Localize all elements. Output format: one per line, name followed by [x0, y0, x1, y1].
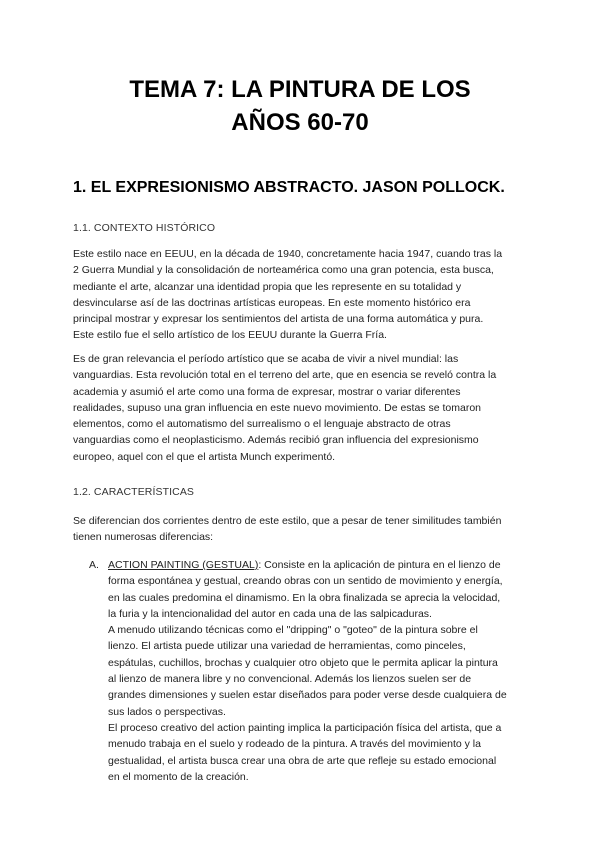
text-line: 2 Guerra Mundial y la consolidación de norteamérica como una gran potencia, esta busca,	[73, 264, 494, 277]
text-line: europeo, aquel con el que el artista Munch experimentó.	[73, 450, 336, 463]
subsection-heading-context: 1.1. CONTEXTO HISTÓRICO	[73, 222, 216, 234]
text-line: desvincularse así de las doctrinas artísticas europeas. En este momento histórico era	[73, 296, 471, 309]
page-title	[0, 73, 600, 139]
text-line: en las cuales predomina el dinamismo. En la obra finalizada se aprecia la velocidad,	[108, 591, 501, 604]
page-title-line-2: AÑOS 60-70	[231, 109, 369, 136]
text-line: vanguardias como el neoplasticismo. Además recibió gran influencia del expresionismo	[73, 434, 479, 447]
paragraph-context-2	[73, 351, 529, 465]
text-line	[108, 557, 538, 573]
section-heading: 1. EL EXPRESIONISMO ABSTRACTO. JASON POLLOCK.	[73, 179, 505, 196]
text-line: A menudo utilizando técnicas como el "dripping" o "goteo" de la pintura sobre el	[108, 624, 478, 637]
text-line: lienzo. El artista puede utilizar una variedad de herramientas, como pinceles,	[108, 640, 466, 653]
list-item-body	[108, 557, 538, 785]
subsection-heading-characteristics: 1.2. CARACTERÍSTICAS	[73, 486, 195, 498]
text-line: grandes dimensiones y suelen estar diseñados para poder verse desde cualquiera de	[108, 689, 507, 702]
text-line: realidades, supuso una gran influencia en este nuevo movimiento. De estas se tomaron	[73, 401, 481, 414]
text-line: forma espontánea y gestual, creando obras con un sentido de movimiento y energía,	[108, 575, 503, 588]
text-line: Este estilo nace en EEUU, en la década de 1940, concretamente hacia 1947, cuando tras la	[73, 248, 503, 260]
text-line: Es de gran relevancia el período artístico que se acaba de vivir a nivel mundial: las	[73, 353, 459, 365]
term-action-painting: ACTION PAINTING (GESTUAL)	[108, 559, 259, 571]
text-line: menudo trabaja en el suelo y rodeado de la pintura. A través del movimiento y la	[108, 738, 481, 751]
term-definition-start: : Consiste en la aplicación de pintura en el lienzo de	[258, 559, 501, 571]
text-line: mediante el arte, alcanzar una identidad propia que les represente en su totalidad y	[73, 280, 462, 293]
text-line: principal mostrar y expresar los sentimientos del artista de una forma automática y pura.	[73, 313, 484, 326]
text-line: sus lados o perspectivas.	[108, 705, 226, 718]
text-line: en el momento de la creación.	[108, 770, 249, 783]
text-line: elementos, como el automatismo del surrealismo o el lenguaje abstracto de otras	[73, 418, 451, 431]
list-marker: A.	[89, 559, 99, 571]
text-line: Este estilo fue el sello artístico de los EEUU durante la Guerra Fría.	[73, 329, 387, 342]
text-line: la furia y la intencionalidad del autor en cada una de las salpicaduras.	[108, 607, 432, 620]
text-line: espátulas, cuchillos, brochas y cualquier otro objeto que le permita aplicar la pintura	[108, 656, 498, 669]
text-line: gestualidad, el artista busca crear una obra de arte que refleje su estado emocional	[108, 754, 497, 767]
text-line: El proceso creativo del action painting implica la participación física del artista, que a	[108, 721, 502, 734]
paragraph-context-1	[73, 246, 529, 344]
text-line: tienen numerosas diferencias:	[73, 531, 214, 544]
paragraph-characteristics-intro	[73, 513, 529, 546]
text-line: al lienzo de manera libre y no convencional. Además los lienzos suelen ser de	[108, 673, 472, 686]
text-line: academia y asumió el arte como una forma de expresar, mostrar o variar diferentes	[73, 385, 461, 398]
text-line: vanguardias. Esta revolución total en el terreno del arte, que en esencia se reveló contra la	[73, 369, 497, 382]
text-line: Se diferencian dos corrientes dentro de este estilo, que a pesar de tener similitudes también	[73, 515, 502, 527]
page-title-line-1: TEMA 7: LA PINTURA DE LOS	[129, 76, 471, 103]
